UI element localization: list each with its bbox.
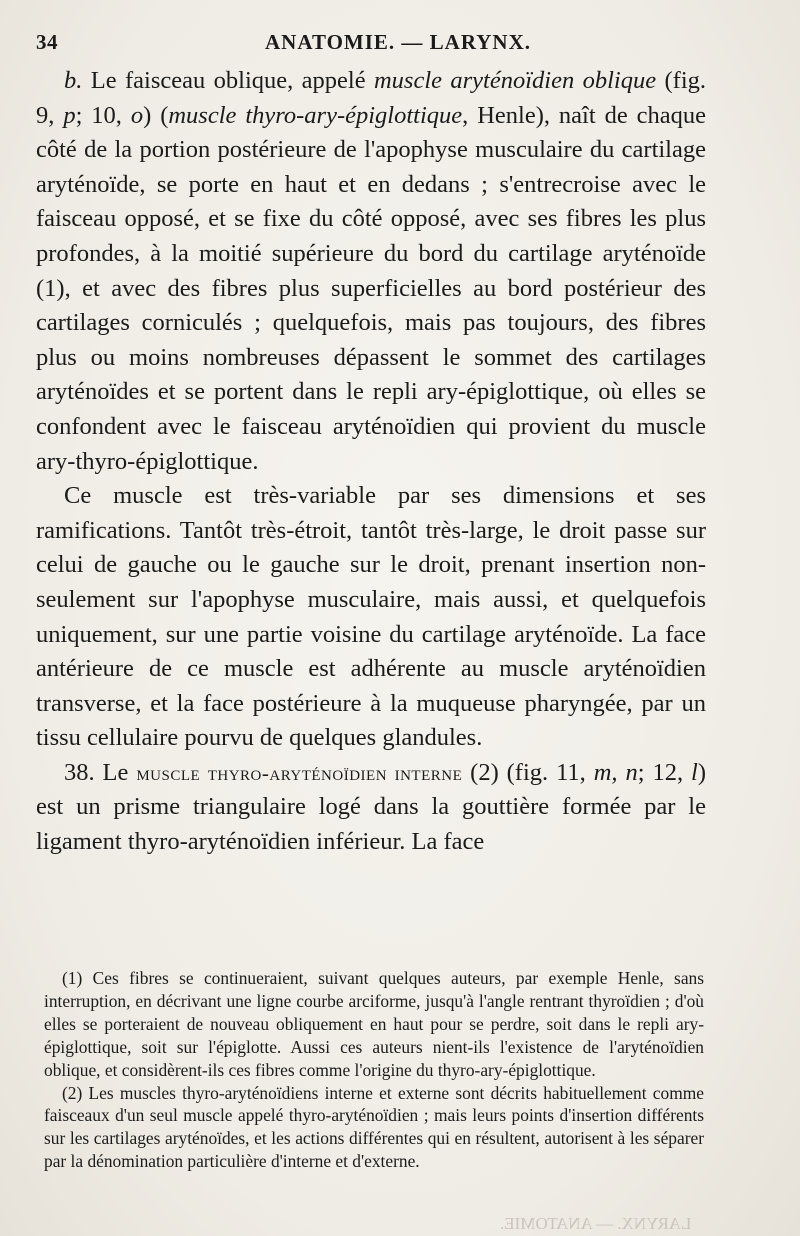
figure-ref-letter: o bbox=[130, 101, 144, 129]
text-run: ; 12, bbox=[637, 758, 692, 786]
main-text bbox=[36, 64, 706, 860]
paragraph-thyro-arytenoid bbox=[36, 756, 706, 860]
text-run: , Henle), naît de chaque côté de la portion postérieure de l'apophyse musculaire du cartilage aryténoïde, se porte en haut et en dedans ; s'entrecroise avec le faisceau opposé, et se fixe du côté opposé, avec ses fibres les plus profondes, à la moitié supérieure du bord du cartilage aryténoïde (1), et avec des fibres plus superficielles au bord postérieur des cartilages corniculés ; quelquefois, mais pas toujours, des fibres plus ou moins nombreuses dépassent le sommet des cartilages aryténoïdes et se portent dans le repli ary-épiglottique, où elles se confondent avec le faisceau aryténoïdien qui provient du muscle ary-thyro-épiglottique. bbox=[36, 101, 706, 475]
paragraph-variability: Ce muscle est très-variable par ses dimensions et ses ramifications. Tantôt très-étroit, tantôt très-large, le droit passe sur celui de gauche ou le gauche sur le droit, prenant insertion non-seulement sur l'apophyse musculaire, mais aussi, et quelquefois uniquement, sur une partie voisine du cartilage aryténoïde. La face antérieure de ce muscle est adhérente au muscle aryténoïdien transverse, et la face postérieure à la muqueuse pharyngée, par un tissu cellulaire pourvu de quelques glandules. bbox=[36, 482, 706, 752]
page-header bbox=[36, 30, 760, 60]
text-run: (fig. 9, bbox=[36, 67, 706, 129]
text-run: ; 10, bbox=[75, 101, 131, 129]
show-through-text: LARYNX. — ANATOMIE. bbox=[500, 1214, 692, 1233]
muscle-name-smallcaps: muscle thyro-aryténoïdien interne bbox=[136, 760, 463, 785]
text-run: ) ( bbox=[143, 101, 169, 129]
section-letter: b. bbox=[64, 67, 83, 94]
text-run: Le faisceau oblique, appelé bbox=[82, 67, 374, 94]
figure-ref-letter: m, n bbox=[593, 758, 638, 786]
footnotes bbox=[44, 967, 704, 1173]
term-italic: muscle thyro-ary-épiglottique bbox=[168, 101, 463, 129]
running-title: ANATOMIE. — LARYNX. bbox=[265, 30, 531, 54]
footnote-1: (1) Ces fibres se continueraient, suivant quelques auteurs, par exemple Henle, sans interruption, en décrivant une ligne courbe arciforme, jusqu'à l'angle rentrant thyroïdien ; d'où elles se porteraient de nouveau obliquement en haut pour se perdre, soit dans le repli ary-épiglottique, soit sur l'épiglotte. Aussi ces auteurs nient-ils l'existence de l'aryténoïdien oblique, et considèrent-ils ces fibres comme l'origine du thyro-ary-épiglottique. bbox=[44, 968, 704, 1080]
text-run: (2) (fig. 11, bbox=[462, 758, 594, 786]
figure-ref-letter: p bbox=[63, 101, 76, 129]
footnote-2: (2) Les muscles thyro-aryténoïdiens interne et externe sont décrits habituellement comme faisceaux d'un seul muscle appelé thyro-aryténoïdien ; mais leurs points d'insertion différents sur les cartilages aryténoïdes, et les actions différentes qui en résultent, autorisent à les séparer par la dénomination particulière d'interne et d'externe. bbox=[44, 1082, 704, 1172]
figure-ref-letter: l bbox=[691, 758, 698, 786]
term-italic: muscle aryténoïdien oblique bbox=[373, 67, 657, 94]
paragraph-arytenoid-oblique bbox=[36, 64, 706, 479]
text-run: ) est un prisme triangulaire logé dans la gouttière formée par le ligament thyro-aryténoïdien inférieur. La face bbox=[36, 758, 706, 856]
section-number: 38. Le bbox=[64, 758, 137, 786]
page-number: 34 bbox=[36, 30, 58, 54]
